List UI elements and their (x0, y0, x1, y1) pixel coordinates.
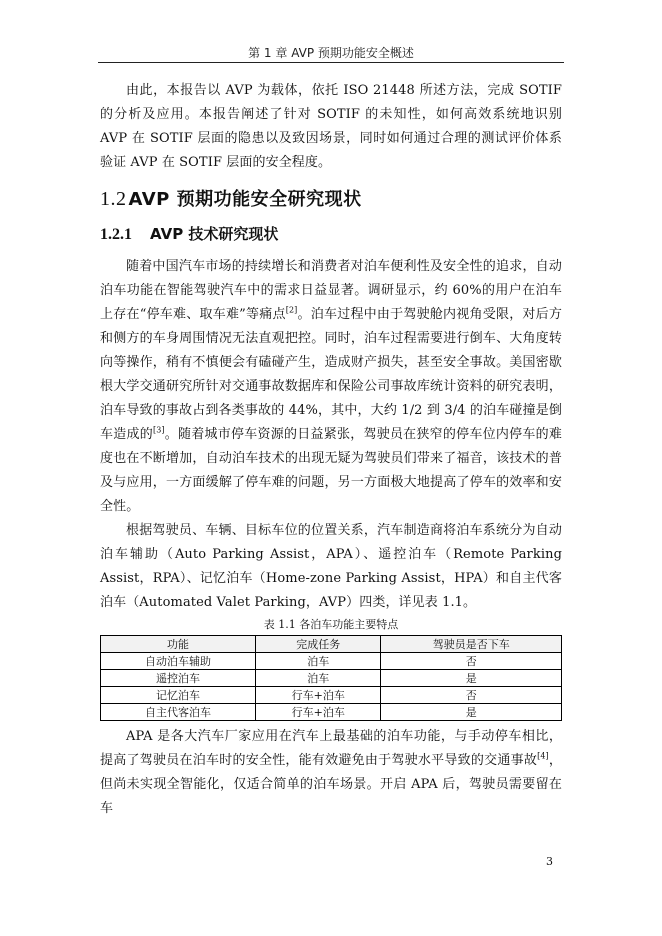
paragraph1-text-a: 随着中国汽车市场的持续增长和消费者对泊车便利性及安全性的追求，自动泊车功能在智能驾驶汽车中的需求日益显著。调研显示，约 60%的用户在泊车上存在“停车难、取车难”等痛点 (100, 259, 562, 322)
table-cell: 泊车 (256, 670, 381, 687)
paragraph1-text-c: 。随着城市停车资源的日益紧张，驾驶员在狭窄的停车位内停车的难度也在不断增加，自动泊车技术的出现无疑为驾驶员们带来了福音，该技术的普及与应用，一方面缓解了停车难的问题，另一方面极大地提高了停车的效率和安全性。 (100, 427, 562, 514)
table-cell: 自动泊车辅助 (101, 653, 256, 670)
table-cell: 否 (381, 653, 562, 670)
table-cell: 记忆泊车 (101, 687, 256, 704)
table-header-cell: 驾驶员是否下车 (381, 636, 562, 653)
table-cell: 行车+泊车 (256, 687, 381, 704)
table-cell: 自主代客泊车 (101, 704, 256, 721)
paragraph1-text-b: 。泊车过程中由于驾驶舱内视角受限，对后方和侧方的车身周围情况无法直观把控。同时，泊车过程需要进行倒车、大角度转向等操作，稍有不慎便会有磕碰产生，造成财产损失，甚至安全事故。美国密歇根大学交通研究所针对交通事故数据库和保险公司事故库统计资料的研究表明，泊车导致的事故占到各类事故的 44%，其中，大约 1/2 到 3/4 的泊车碰撞是倒车造成的 (100, 307, 562, 442)
table-cell: 是 (381, 670, 562, 687)
table-header-cell: 完成任务 (256, 636, 381, 653)
parking-features-table (100, 635, 562, 721)
table-header-cell: 功能 (101, 636, 256, 653)
table-cell: 遥控泊车 (101, 670, 256, 687)
table-row (101, 670, 562, 687)
table-row (101, 687, 562, 704)
table-cell: 是 (381, 704, 562, 721)
section-title: AVP 预期功能安全研究现状 (128, 189, 362, 210)
citation-4[interactable]: [4] (537, 751, 549, 761)
paragraph3-text-b: ，但尚未实现全智能化，仅适合简单的泊车场景。开启 APA 后，驾驶员需要留在车 (100, 753, 562, 816)
section-heading (100, 183, 562, 216)
subsection-heading (100, 220, 562, 249)
paragraph3-text-a: APA 是各大汽车厂家应用在汽车上最基础的泊车功能，与手动停车相比，提高了驾驶员在泊车时的安全性，能有效避免由于驾驶水平导致的交通事故 (100, 729, 562, 768)
section-number: 1.2 (100, 188, 127, 210)
citation-2[interactable]: [2] (285, 305, 298, 315)
subsection-title: AVP 技术研究现状 (150, 225, 279, 243)
subsection-number: 1.2.1 (100, 226, 132, 243)
table-row (101, 704, 562, 721)
table-cell: 泊车 (256, 653, 381, 670)
citation-3[interactable]: [3] (152, 425, 165, 435)
running-header: 第 1 章 AVP 预期功能安全概述 (248, 46, 414, 60)
table-header-row (101, 636, 562, 653)
intro-paragraph: 由此，本报告以 AVP 为载体，依托 ISO 21448 所述方法，完成 SOTIF 的分析及应用。本报告阐述了针对 SOTIF 的未知性，如何高效系统地识别 AVP 在 SOTIF 层面的隐患以及致因场景，同时如何通过合理的测试评价体系验证 AVP 在 SOTIF 层面的安全程度。 (100, 83, 562, 170)
paragraph-parking-demand (100, 255, 562, 519)
paragraph-parking-types: 根据驾驶员、车辆、目标车位的位置关系，汽车制造商将泊车系统分为自动泊车辅助（Auto Parking Assist，APA）、遥控泊车（Remote Parking Assist，RPA）、记忆泊车（Home-zone Parking Assist，HPA）和自主代客泊车（Automated Valet Parking，AVP）四类，详见表 1.1。 (100, 523, 562, 610)
page-number: 3 (546, 855, 553, 868)
table-row (101, 653, 562, 670)
header-rule (98, 62, 564, 63)
paragraph-apa (100, 725, 562, 821)
table-caption: 表 1.1 各泊车功能主要特点 (263, 618, 399, 631)
table-cell: 行车+泊车 (256, 704, 381, 721)
page-body (100, 79, 562, 821)
table-cell: 否 (381, 687, 562, 704)
